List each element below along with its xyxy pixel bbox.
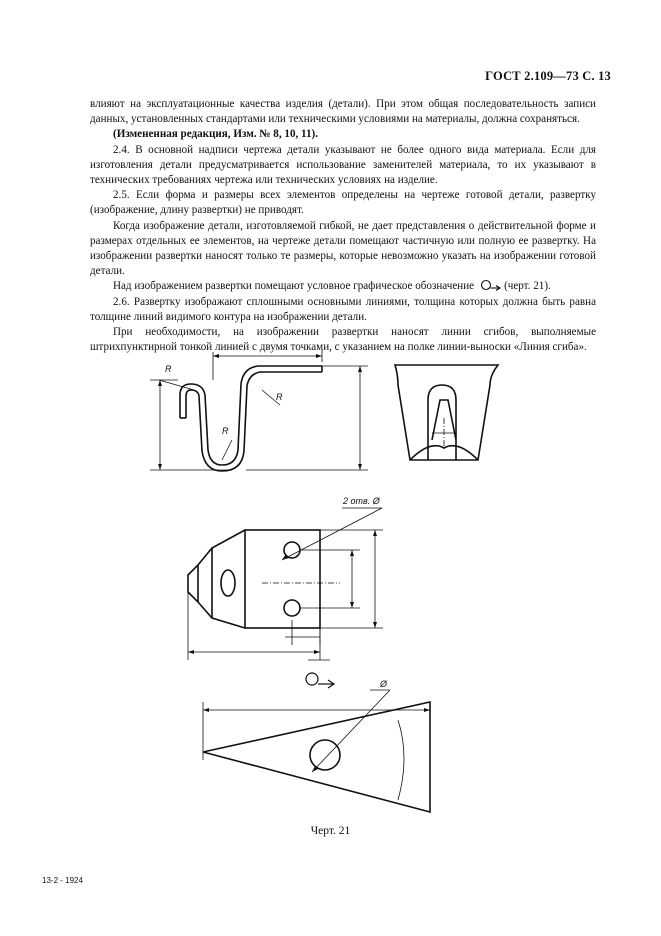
- figure-caption: Черт. 21: [310, 825, 351, 837]
- bent-part-profile: [180, 366, 322, 471]
- top-view: [188, 530, 320, 628]
- development-symbol-icon: [480, 279, 502, 291]
- drawing-figure: [0, 340, 661, 820]
- paragraph: 2.5. Если форма и размеры всех элементов определены на чертеже готовой детали, развертку (изображение, длину развертки) не приводят.: [90, 189, 596, 217]
- paragraph-amendment: (Измененная редакция, Изм. № 8, 10, 11).: [113, 128, 318, 141]
- paragraph-tail: (черт. 21).: [504, 280, 551, 293]
- page-header: ГОСТ 2.109—73 С. 13: [485, 69, 611, 83]
- radius-label: R: [222, 426, 229, 436]
- front-view: [395, 365, 498, 460]
- paragraph: влияют на эксплуатационные качества изделия (детали). При этом общая последовательность записи данных, установленных стандартами или техническими условиями на материалы, должна сохраняться.: [90, 98, 596, 126]
- print-code: 13-2 - 1924: [42, 876, 83, 885]
- paragraph: 2.6. Развертку изображают сплошными основными линиями, толщина которых должна быть равна толщине линий видимого контура на изображении детали.: [90, 295, 596, 323]
- radius-label: R: [165, 364, 172, 374]
- holes-label: 2 отв. Ø: [343, 496, 380, 506]
- body-text: [90, 97, 596, 355]
- paragraph: 2.4. В основной надписи чертежа детали указывают не более одного вида материала. Если для изготовления детали предусматривается использование заменителей материала, то их указывают в технических требованиях чертежа или технических условиях на изделие.: [90, 143, 596, 187]
- paragraph-text: Над изображением развертки помещают условное графическое обозначение: [113, 280, 475, 293]
- development-symbol-icon: [306, 673, 334, 688]
- diameter-label: Ø: [380, 679, 388, 689]
- paragraph: [90, 279, 596, 294]
- radius-label: R: [276, 392, 283, 402]
- paragraph: Когда изображение детали, изготовляемой гибкой, не дает представления о действительной форме и размерах отдельных ее элементов, на чертеже детали помещают частичную или полную ее развертку. На изображении развертки наносят только те размеры, которые невозможно указать на изображении готовой детали.: [90, 219, 596, 278]
- flat-pattern: [203, 702, 430, 812]
- paragraph: При необходимости, на изображении развертки наносят линии сгибов, выполняемые штрихпунктирной тонкой линией с двумя точками, с указанием на полке линии-выноски «Линия сгиба».: [90, 326, 596, 354]
